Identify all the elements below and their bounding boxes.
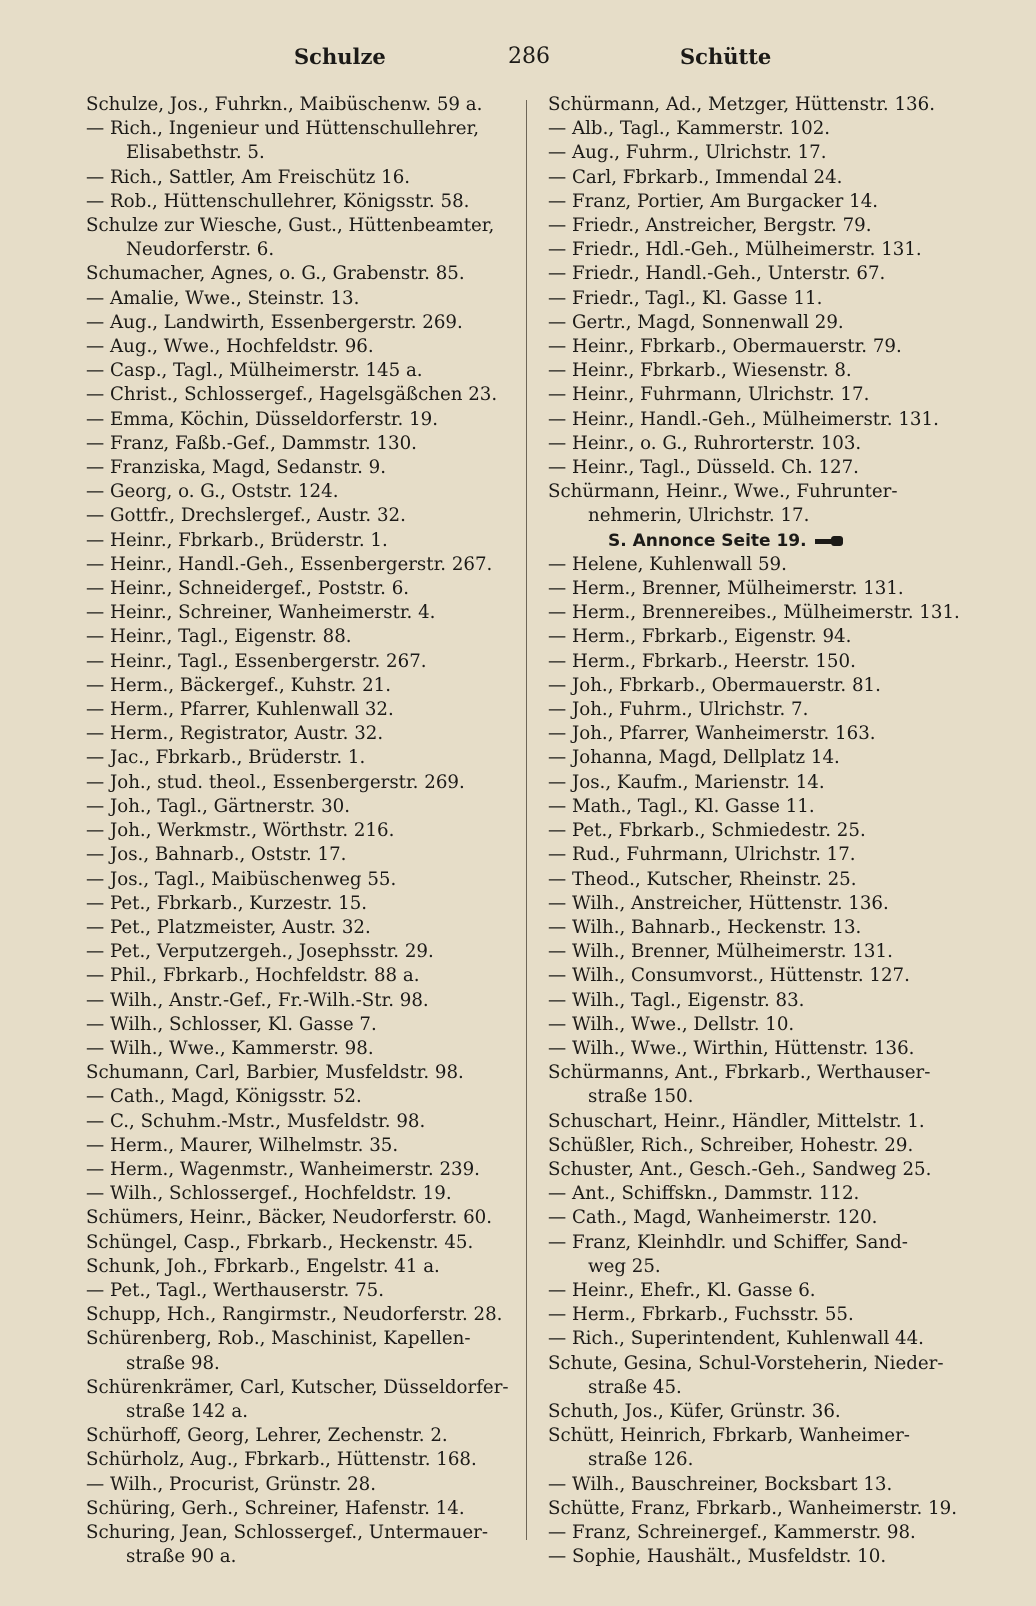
directory-entry: — Math., Tagl., Kl. Gasse 11. (548, 795, 815, 817)
directory-entry: — Wilh., Anstr.-Gef., Fr.-Wilh.-Str. 98. (86, 989, 429, 1011)
directory-entry: Schuth, Jos., Küfer, Grünstr. 36. (548, 1400, 841, 1422)
directory-entry: weg 25. (588, 1255, 661, 1277)
running-header (0, 44, 1036, 84)
directory-entry: Schumann, Carl, Barbier, Musfeldstr. 98. (86, 1062, 464, 1084)
directory-entry: — Rob., Hüttenschullehrer, Königsstr. 58. (86, 190, 470, 212)
directory-entry: — Franz, Faßb.-Gef., Dammstr. 130. (86, 432, 417, 454)
directory-entry: straße 142 a. (126, 1400, 248, 1422)
directory-entry: — Heinr., Fuhrmann, Ulrichstr. 17. (548, 384, 870, 406)
directory-entry: Schürmann, Ad., Metzger, Hüttenstr. 136. (548, 94, 935, 115)
directory-entry: Schümers, Heinr., Bäcker, Neudorferstr. 60. (86, 1207, 492, 1229)
directory-entry: — Alb., Tagl., Kammerstr. 102. (548, 118, 831, 140)
directory-entry: Schuster, Ant., Gesch.-Geh., Sandweg 25. (548, 1158, 932, 1180)
directory-entry: Schürenberg, Rob., Maschinist, Kapellen- (86, 1328, 471, 1350)
directory-entry: straße 126. (588, 1449, 694, 1471)
directory-entry: Schulze, Jos., Fuhrkn., Maibüschenw. 59 a. (86, 94, 483, 115)
directory-entry: — Friedr., Hdl.-Geh., Mülheimerstr. 131. (548, 239, 922, 261)
directory-entry: Schupp, Hch., Rangirmstr., Neudorferstr. 28. (86, 1304, 503, 1326)
directory-entry: — Heinr., Schreiner, Wanheimerstr. 4. (86, 602, 436, 624)
directory-entry: Schuring, Jean, Schlossergef., Untermauer- (86, 1521, 488, 1543)
directory-entry: — Aug., Wwe., Hochfeldstr. 96. (86, 336, 374, 358)
directory-entry: — Jac., Fbrkarb., Brüderstr. 1. (86, 747, 366, 769)
directory-entry: — Jos., Bahnarb., Oststr. 17. (86, 844, 347, 866)
directory-entry: — Herm., Fbrkarb., Heerstr. 150. (548, 650, 856, 672)
directory-entry: Schunk, Joh., Fbrkarb., Engelstr. 41 a. (86, 1255, 440, 1277)
directory-entry: — Heinr., Ehefr., Kl. Gasse 6. (548, 1279, 816, 1301)
directory-entry: Neudorferstr. 6. (126, 239, 275, 261)
column-divider (526, 100, 527, 1540)
directory-entry: — Franz, Schreinergef., Kammerstr. 98. (548, 1521, 916, 1543)
directory-entry: — Heinr., Handl.-Geh., Essenbergerstr. 267. (86, 553, 493, 575)
directory-entry: Schüßler, Rich., Schreiber, Hohestr. 29. (548, 1134, 914, 1156)
directory-entry: — Jos., Kaufm., Marienstr. 14. (548, 771, 825, 793)
right-column (548, 93, 978, 1569)
directory-entry: — Helene, Kuhlenwall 59. (548, 553, 787, 575)
directory-entry: Elisabethstr. 5. (126, 142, 265, 164)
directory-entry: Schürmanns, Ant., Fbrkarb., Werthauser- (548, 1062, 931, 1084)
directory-entry: — Heinr., Tagl., Düsseld. Ch. 127. (548, 457, 859, 479)
pointing-hand-icon (815, 536, 845, 546)
directory-entry: — Herm., Registrator, Austr. 32. (86, 723, 384, 745)
directory-entry: — Jos., Tagl., Maibüschenweg 55. (86, 868, 397, 890)
directory-entry: — Heinr., Tagl., Essenbergerstr. 267. (86, 650, 427, 672)
directory-entry: — Herm., Brenner, Mülheimerstr. 131. (548, 578, 904, 600)
directory-entry: Schuschart, Heinr., Händler, Mittelstr. 1. (548, 1110, 925, 1132)
directory-entry: — Franziska, Magd, Sedanstr. 9. (86, 457, 386, 479)
directory-entry: — Wilh., Wwe., Dellstr. 10. (548, 1013, 795, 1035)
directory-entry: — Rud., Fuhrmann, Ulrichstr. 17. (548, 844, 856, 866)
directory-entry: — Joh., Pfarrer, Wanheimerstr. 163. (548, 723, 876, 745)
page-number: 286 (508, 44, 550, 69)
directory-entry: — Heinr., o. G., Ruhrorterstr. 103. (548, 432, 862, 454)
directory-entry: — Herm., Fbrkarb., Fuchsstr. 55. (548, 1304, 854, 1326)
directory-entry: — Wilh., Tagl., Eigenstr. 83. (548, 989, 805, 1011)
directory-entry: — Theod., Kutscher, Rheinstr. 25. (548, 868, 857, 890)
directory-entry: — Franz, Portier, Am Burgacker 14. (548, 190, 879, 212)
directory-entry: — Ant., Schiffskn., Dammstr. 112. (548, 1183, 860, 1205)
directory-entry: straße 45. (588, 1376, 682, 1398)
directory-entry: — Pet., Platzmeister, Austr. 32. (86, 916, 371, 938)
directory-entry: — Christ., Schlossergef., Hagelsgäßchen 23. (86, 384, 498, 406)
header-left-keyword: Schulze (294, 44, 386, 69)
directory-entry: — Carl, Fbrkarb., Immendal 24. (548, 166, 843, 188)
directory-entry: — Herm., Wagenmstr., Wanheimerstr. 239. (86, 1158, 480, 1180)
directory-entry: — Rich., Ingenieur und Hüttenschullehrer, (86, 118, 480, 140)
directory-entry: — Gottfr., Drechslergef., Austr. 32. (86, 505, 406, 527)
directory-entry: Schürholz, Aug., Fbrkarb., Hüttenstr. 168. (86, 1449, 477, 1471)
directory-entry: Schütte, Franz, Fbrkarb., Wanheimerstr. 19. (548, 1497, 958, 1519)
directory-entry: — Wilh., Brenner, Mülheimerstr. 131. (548, 941, 893, 963)
directory-entry: — Heinr., Tagl., Eigenstr. 88. (86, 626, 352, 648)
directory-entry: — Joh., Tagl., Gärtnerstr. 30. (86, 795, 351, 817)
directory-entry: — Aug., Fuhrm., Ulrichstr. 17. (548, 142, 827, 164)
directory-entry: — Herm., Pfarrer, Kuhlenwall 32. (86, 699, 394, 721)
header-right-keyword: Schütte (680, 44, 772, 69)
annonce-reference: S. Annonce Seite 19. (548, 529, 978, 553)
directory-entry: — Pet., Tagl., Werthauserstr. 75. (86, 1279, 385, 1301)
directory-entry: — Gertr., Magd, Sonnenwall 29. (548, 311, 844, 333)
directory-entry: Schürmann, Heinr., Wwe., Fuhrunter- (548, 481, 898, 503)
directory-entry: — Heinr., Fbrkarb., Wiesenstr. 8. (548, 360, 852, 382)
directory-entry: — Heinr., Handl.-Geh., Mülheimerstr. 131. (548, 408, 939, 430)
directory-entry: Schumacher, Agnes, o. G., Grabenstr. 85. (86, 263, 465, 285)
directory-entry: — Wilh., Bahnarb., Heckenstr. 13. (548, 916, 862, 938)
directory-entry: — Friedr., Anstreicher, Bergstr. 79. (548, 215, 872, 237)
directory-entry: — Cath., Magd, Wanheimerstr. 120. (548, 1207, 878, 1229)
directory-entry: — Casp., Tagl., Mülheimerstr. 145 a. (86, 360, 423, 382)
directory-entry: Schüring, Gerh., Schreiner, Hafenstr. 14. (86, 1497, 465, 1519)
directory-entry: — Aug., Landwirth, Essenbergerstr. 269. (86, 311, 463, 333)
directory-entry: — Friedr., Tagl., Kl. Gasse 11. (548, 287, 823, 309)
directory-entry: nehmerin, Ulrichstr. 17. (588, 505, 810, 527)
directory-entry: — Wilh., Bauschreiner, Bocksbart 13. (548, 1473, 893, 1495)
directory-entry: Schütt, Heinrich, Fbrkarb, Wanheimer- (548, 1425, 910, 1447)
directory-entry: — Wilh., Consumvorst., Hüttenstr. 127. (548, 965, 910, 987)
directory-entry: — Herm., Fbrkarb., Eigenstr. 94. (548, 626, 852, 648)
directory-entry: Schürenkrämer, Carl, Kutscher, Düsseldorfer- (86, 1376, 509, 1398)
directory-entry: — Wilh., Wwe., Wirthin, Hüttenstr. 136. (548, 1037, 915, 1059)
directory-entry: — Herm., Bäckergef., Kuhstr. 21. (86, 674, 392, 696)
directory-entry: — Wilh., Procurist, Grünstr. 28. (86, 1473, 377, 1495)
directory-entry: — Amalie, Wwe., Steinstr. 13. (86, 287, 360, 309)
directory-entry: — Phil., Fbrkarb., Hochfeldstr. 88 a. (86, 965, 420, 987)
directory-entry: — C., Schuhm.-Mstr., Musfeldstr. 98. (86, 1110, 426, 1132)
directory-entry: — Friedr., Handl.-Geh., Unterstr. 67. (548, 263, 886, 285)
directory-entry: — Heinr., Schneidergef., Poststr. 6. (86, 578, 410, 600)
directory-entry: — Joh., Fbrkarb., Obermauerstr. 81. (548, 674, 881, 696)
directory-entry: — Rich., Superintendent, Kuhlenwall 44. (548, 1328, 924, 1350)
directory-entry: — Wilh., Anstreicher, Hüttenstr. 136. (548, 892, 889, 914)
directory-entry: Schute, Gesina, Schul-Vorsteherin, Nieder- (548, 1352, 944, 1374)
left-column (86, 93, 526, 1569)
directory-entry: — Joh., Werkmstr., Wörthstr. 216. (86, 820, 395, 842)
directory-entry: straße 150. (588, 1086, 694, 1108)
directory-entry: — Herm., Maurer, Wilhelmstr. 35. (86, 1134, 399, 1156)
directory-entry: — Franz, Kleinhdlr. und Schiffer, Sand- (548, 1231, 908, 1253)
directory-entry: — Wilh., Wwe., Kammerstr. 98. (86, 1037, 374, 1059)
directory-entry: — Emma, Köchin, Düsseldorferstr. 19. (86, 408, 439, 430)
directory-entry: — Pet., Verputzergeh., Josephsstr. 29. (86, 941, 434, 963)
directory-entry: — Joh., stud. theol., Essenbergerstr. 269. (86, 771, 465, 793)
directory-entry: straße 90 a. (126, 1546, 237, 1568)
directory-entry: — Johanna, Magd, Dellplatz 14. (548, 747, 840, 769)
directory-entry: — Heinr., Fbrkarb., Obermauerstr. 79. (548, 336, 902, 358)
directory-entry: Schürhoff, Georg, Lehrer, Zechenstr. 2. (86, 1425, 448, 1447)
directory-entry: — Heinr., Fbrkarb., Brüderstr. 1. (86, 529, 388, 551)
directory-entry: Schüngel, Casp., Fbrkarb., Heckenstr. 45. (86, 1231, 474, 1253)
directory-entry: — Pet., Fbrkarb., Kurzestr. 15. (86, 892, 368, 914)
directory-entry: — Pet., Fbrkarb., Schmiedestr. 25. (548, 820, 866, 842)
directory-entry: — Herm., Brennereibes., Mülheimerstr. 131. (548, 602, 960, 624)
directory-entry: — Georg, o. G., Oststr. 124. (86, 481, 339, 503)
directory-entry: — Wilh., Schlossergef., Hochfeldstr. 19. (86, 1183, 452, 1205)
directory-entry: straße 98. (126, 1352, 220, 1374)
directory-entry: — Sophie, Haushält., Musfeldstr. 10. (548, 1546, 887, 1568)
directory-entry: Schulze zur Wiesche, Gust., Hüttenbeamter, (86, 215, 495, 237)
directory-entry: — Rich., Sattler, Am Freischütz 16. (86, 166, 411, 188)
directory-entry: — Wilh., Schlosser, Kl. Gasse 7. (86, 1013, 377, 1035)
directory-entry: — Cath., Magd, Königsstr. 52. (86, 1086, 362, 1108)
directory-entry: — Joh., Fuhrm., Ulrichstr. 7. (548, 699, 809, 721)
